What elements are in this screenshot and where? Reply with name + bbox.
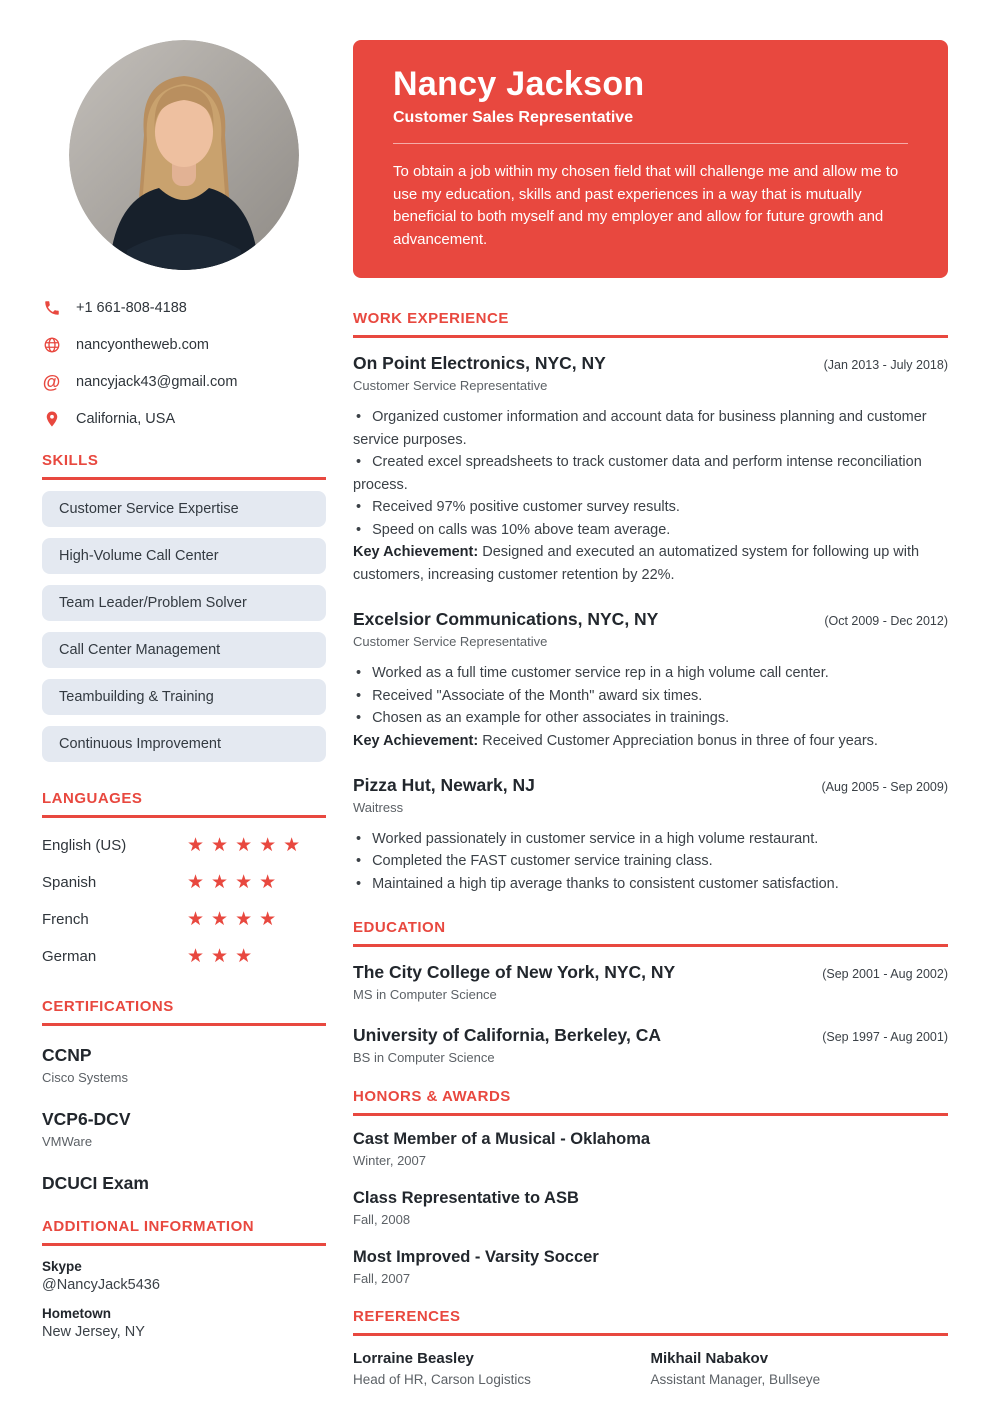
language-row [42, 910, 326, 929]
contact-website [42, 335, 326, 354]
certifications-list [42, 1045, 326, 1194]
bullet-dot: • [356, 521, 362, 538]
references-section [353, 1308, 948, 1387]
education-school: The City College of New York, NYC, NY [353, 962, 676, 983]
languages-section [42, 790, 326, 966]
additional-value: @NancyJack5436 [42, 1277, 160, 1293]
bullet-dot: • [356, 710, 362, 727]
skills-list [42, 491, 326, 762]
education-section [353, 919, 948, 1065]
education-heading: EDUCATION [353, 919, 948, 947]
sidebar [42, 36, 326, 1340]
job-role: Customer Service Representative [353, 634, 548, 650]
profile-photo [69, 40, 299, 270]
education-header [353, 962, 948, 983]
star-rating: ★★★★ [187, 909, 284, 930]
education-degree: MS in Computer Science [353, 987, 497, 1003]
job-bullet: • Speed on calls was 10% above team average. [356, 521, 671, 538]
certification-issuer: VMWare [42, 1134, 93, 1149]
bullet-dot: • [356, 875, 362, 892]
job-bullet: • Received 97% positive customer survey results. [356, 499, 680, 516]
certification-name: DCUCI Exam [42, 1173, 149, 1193]
contact-phone [42, 298, 326, 317]
job-key-achievement: Key Achievement: Designed and executed an automatized system for following up with customers, increasing customer retention by 22%. [353, 544, 920, 583]
bullet-dot: • [356, 831, 362, 848]
reference-role: Assistant Manager, Bullseye [650, 1372, 821, 1388]
bullet-dot: • [356, 454, 362, 471]
language-row [42, 873, 326, 892]
star-rating: ★★★★ [187, 872, 284, 893]
job-company: Pizza Hut, Newark, NJ [353, 775, 535, 796]
skill-pill: Continuous Improvement [42, 726, 326, 762]
award-date: Fall, 2008 [353, 1212, 411, 1228]
job-header [353, 609, 948, 630]
additional-list [42, 1259, 326, 1340]
job-company: On Point Electronics, NYC, NY [353, 353, 606, 374]
phone-icon [42, 298, 61, 317]
education-list [353, 962, 948, 1065]
work-experience-heading: WORK EXPERIENCE [353, 310, 948, 338]
honors-heading: HONORS & AWARDS [353, 1088, 948, 1116]
award-entry [353, 1248, 948, 1286]
job-bullet: • Created excel spreadsheets to track customer data and perform intense reconciliation process. [353, 454, 922, 493]
main-column [353, 40, 948, 1387]
email-value: nancyjack43@gmail.com [76, 373, 238, 390]
bullet-dot: • [356, 499, 362, 516]
phone-value: +1 661-808-4188 [76, 299, 187, 316]
education-header [353, 1025, 948, 1046]
reference-name: Lorraine Beasley [353, 1350, 474, 1368]
job-bullet: • Chosen as an example for other associates in trainings. [356, 710, 730, 727]
certifications-section [42, 998, 326, 1194]
award-entry [353, 1130, 948, 1168]
reference-entry [651, 1350, 949, 1387]
award-title: Cast Member of a Musical - Oklahoma [353, 1130, 651, 1149]
candidate-title: Customer Sales Representative [393, 109, 634, 127]
skill-pill: High-Volume Call Center [42, 538, 326, 574]
job-bullet: • Completed the FAST customer service training class. [356, 853, 713, 870]
language-row [42, 836, 326, 855]
additional-label: Hometown [42, 1306, 111, 1321]
job-bullets [353, 828, 948, 895]
job-bullet: • Received "Associate of the Month" award six times. [356, 687, 703, 704]
language-name: French [42, 911, 89, 928]
job-entry [353, 609, 948, 752]
education-school: University of California, Berkeley, CA [353, 1025, 661, 1046]
job-dates: (Jan 2013 - July 2018) [823, 358, 948, 373]
skill-pill: Customer Service Expertise [42, 491, 326, 527]
award-date: Winter, 2007 [353, 1153, 426, 1169]
job-bullets [353, 662, 948, 729]
jobs-list [353, 353, 948, 895]
star-rating: ★★★★★ [187, 835, 308, 856]
job-role: Customer Service Representative [353, 378, 548, 394]
additional-value: New Jersey, NY [42, 1324, 145, 1340]
skill-pill: Call Center Management [42, 632, 326, 668]
references-list [353, 1336, 948, 1387]
education-dates: (Sep 2001 - Aug 2002) [822, 967, 948, 982]
website-value: nancyontheweb.com [76, 336, 209, 353]
job-dates: (Oct 2009 - Dec 2012) [824, 614, 948, 629]
header-divider [393, 143, 908, 144]
star-rating: ★★★ [187, 946, 260, 967]
language-name: Spanish [42, 874, 97, 891]
candidate-name: Nancy Jackson [393, 65, 645, 103]
award-title: Most Improved - Varsity Soccer [353, 1248, 599, 1267]
at-icon: @ [42, 371, 61, 392]
language-name: English (US) [42, 837, 127, 854]
globe-icon [42, 335, 61, 354]
contact-location [42, 409, 326, 428]
job-entry [353, 775, 948, 895]
key-achievement-label: Key Achievement: [353, 732, 483, 749]
job-key-achievement: Key Achievement: Received Customer Appreciation bonus in three of four years. [353, 732, 878, 749]
additional-item [42, 1306, 326, 1340]
skills-heading: SKILLS [42, 452, 326, 480]
award-title: Class Representative to ASB [353, 1189, 579, 1208]
job-bullet: • Worked passionately in customer service in a high volume restaurant. [356, 831, 819, 848]
job-bullets [353, 406, 948, 541]
contact-email [42, 372, 326, 391]
award-date: Fall, 2007 [353, 1271, 411, 1287]
bullet-dot: • [356, 665, 362, 682]
job-company: Excelsior Communications, NYC, NY [353, 609, 659, 630]
skill-pill: Teambuilding & Training [42, 679, 326, 715]
language-name: German [42, 948, 97, 965]
honors-section [353, 1088, 948, 1286]
job-bullet: • Organized customer information and account data for business planning and customer service purposes. [353, 409, 927, 448]
job-entry [353, 353, 948, 586]
certifications-heading: CERTIFICATIONS [42, 998, 326, 1026]
additional-info-section [42, 1218, 326, 1340]
key-achievement-label: Key Achievement: [353, 544, 483, 561]
job-header [353, 775, 948, 796]
bullet-dot: • [356, 853, 362, 870]
job-role: Waitress [353, 800, 404, 816]
certification-issuer: Cisco Systems [42, 1070, 128, 1085]
job-bullet: • Worked as a full time customer service rep in a high volume call center. [356, 665, 829, 682]
education-entry [353, 962, 948, 1002]
honors-list [353, 1130, 948, 1286]
objective-text: To obtain a job within my chosen field that will challenge me and allow me to use my education, skills and past experiences in a way that is mutually beneficial to both myself and my employer and allow for future growth and advancement. [393, 163, 899, 248]
skill-pill: Team Leader/Problem Solver [42, 585, 326, 621]
certification-item [42, 1045, 326, 1085]
language-row [42, 947, 326, 966]
reference-name: Mikhail Nabakov [650, 1350, 769, 1368]
reference-role: Head of HR, Carson Logistics [353, 1372, 531, 1388]
education-dates: (Sep 1997 - Aug 2001) [822, 1030, 948, 1045]
certification-name: VCP6-DCV [42, 1109, 131, 1129]
bullet-dot: • [356, 687, 362, 704]
additional-info-heading: ADDITIONAL INFORMATION [42, 1218, 326, 1246]
additional-label: Skype [42, 1259, 82, 1274]
job-bullet: • Maintained a high tip average thanks to consistent customer satisfaction. [356, 875, 839, 892]
languages-heading: LANGUAGES [42, 790, 326, 818]
header-card [353, 40, 948, 278]
references-heading: REFERENCES [353, 1308, 948, 1336]
award-entry [353, 1189, 948, 1227]
job-header [353, 353, 948, 374]
location-value: California, USA [76, 410, 176, 427]
job-dates: (Aug 2005 - Sep 2009) [821, 780, 948, 795]
skills-section [42, 452, 326, 762]
certification-item [42, 1109, 326, 1149]
reference-entry [353, 1350, 651, 1387]
additional-item [42, 1259, 326, 1293]
languages-list [42, 836, 326, 966]
certification-item [42, 1173, 326, 1194]
education-entry [353, 1025, 948, 1065]
bullet-dot: • [356, 409, 362, 426]
profile-photo-illustration [69, 40, 299, 270]
work-experience-section [353, 310, 948, 895]
location-pin-icon [42, 409, 61, 428]
certification-name: CCNP [42, 1045, 92, 1065]
education-degree: BS in Computer Science [353, 1050, 495, 1066]
